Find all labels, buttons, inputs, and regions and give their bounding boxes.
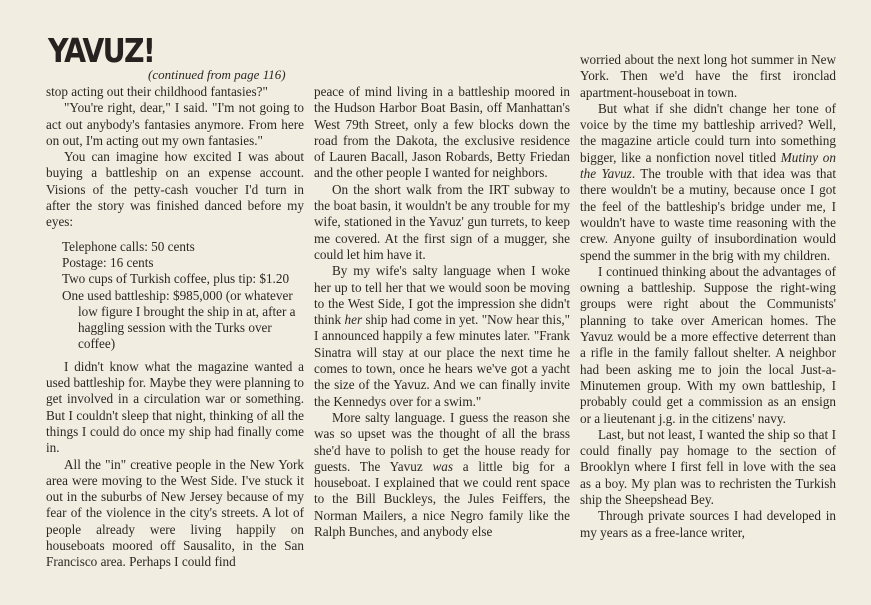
column-2-text <box>314 84 570 540</box>
column-3-text <box>580 52 836 541</box>
paragraph: Last, but not least, I wanted the ship so that I could finally pay homage to the section of Brooklyn where I first fell in love with the sea as a boy. My plan was to rechristen the Turkish ship the Sheepshead Bey. <box>580 426 836 508</box>
expense-item: Telephone calls: 50 cents <box>62 238 195 254</box>
paragraph <box>580 101 836 264</box>
expense-item: Postage: 16 cents <box>62 254 154 270</box>
expense-item: Two cups of Turkish coffee, plus tip: $1.20 <box>62 271 290 287</box>
paragraph <box>314 410 570 540</box>
text-run: a little big for a houseboat. I explained that we could rent space to the Bill Buckleys, the Jules Feiffers, the Norman Mailers, a nice Negro family like the Ralph Bunches, and anybody else <box>314 458 570 540</box>
text-run: . The trouble with that idea was that there wouldn't be a mutiny, because once I got the feel of the battleship's bridge under me, I wouldn't have to waste time reasoning with the crew. Anyone guilty of insubordination would spend the summer in the brig with my children. <box>580 166 836 263</box>
text-run: ship had come in yet. "Now hear this," I announced happily a few minutes later. "Frank Sinatra will stay at our place the next time he comes to town, once he hears we've got a yacht the size of the Yavuz. And we can finally invite the Kennedys over for a swim." <box>314 312 571 409</box>
text-run: But what if she didn't change her tone of voice by the time my battleship arrived? Well, the magazine article could turn into something bigger, like a nonfiction novel titled <box>580 100 836 165</box>
emphasis-was: was <box>432 458 453 474</box>
book-title: Mutiny on the Yavuz <box>580 149 836 182</box>
paragraph: peace of mind living in a battleship moored in the Hudson Harbor Boat Basin, off Manhattan's West 79th Street, only a few blocks down the road from the Dakota, the exclusive residence of Lauren Bacall, Jason Robards, Betty Friedan and the other people I wanted for neighbors. <box>314 84 570 181</box>
paragraph: Through private sources I had developed in my years as a free-lance writer, <box>580 508 836 540</box>
paragraph <box>314 263 570 410</box>
paragraph: You can imagine how excited I was about buying a battleship on an expense account. Visions of the petty-cash voucher I'd turn in after the story was finished danced before my eyes: <box>46 149 304 230</box>
paragraph: "You're right, dear," I said. "I'm not going to act out anybody's fantasies anymore. From here on out, I'm acting out my own fantasies." <box>46 100 304 148</box>
text-run: More salty language. I guess the reason she was so upset was the thought of all the brass she'd have to polish to get the house ready for guests. The Yavuz <box>314 409 570 474</box>
yavuz-logo: YAVUZ! <box>48 31 155 70</box>
paragraph: On the short walk from the IRT subway to the boat basin, it wouldn't be any trouble for my wife, stationed in the Yavuz' gun turrets, to keep me covered. At the first sign of a mugger, she could let him have it. <box>314 181 570 262</box>
text-run: By my wife's salty language when I woke her up to tell her that we would soon be moving to the West Side, I got the impression she didn't think <box>314 263 570 328</box>
paragraph: I continued thinking about the advantages of owning a battleship. Suppose the right-wing groups were right about the Communists' planning to take over American homes. The Yavuz would be a more effective deterrent than a rifle in the family fallout shelter. A neighbor had been asking me to join the local Just-a-Minutemen group. With my own battleship, I probably could get a commission as an ensign or a lieutenant j.g. in the citizens' navy. <box>580 263 836 426</box>
paragraph: worried about the next long hot summer in New York. Then we'd have the first ironclad apartment-houseboat in town. <box>580 52 836 100</box>
paragraph: stop acting out their childhood fantasies?" <box>46 84 268 99</box>
paragraph: I didn't know what the magazine wanted a used battleship for. Maybe they were planning to get involved in a circulation war or something. But I couldn't sleep that night, thinking of all the things I could do once my ship had finally come in. <box>46 358 304 456</box>
expense-list <box>46 239 304 353</box>
continued-note: (continued from page 116) <box>148 67 286 82</box>
emphasis-her: her <box>344 312 363 328</box>
column-1-text <box>46 84 304 571</box>
paragraph: All the "in" creative people in the New York area were moving to the West Side. I've stuck it out in the suburbs of New Jersey because of my fear of the violence in the city's streets. A lot of people already were living happily on houseboats moored off Sausalito, in the San Francisco area. Perhaps I could find <box>46 456 304 570</box>
expense-item: One used battleship: $985,000 (or whatever low figure I brought the ship in at, after a haggling session with the Turks over coffee) <box>62 287 296 352</box>
